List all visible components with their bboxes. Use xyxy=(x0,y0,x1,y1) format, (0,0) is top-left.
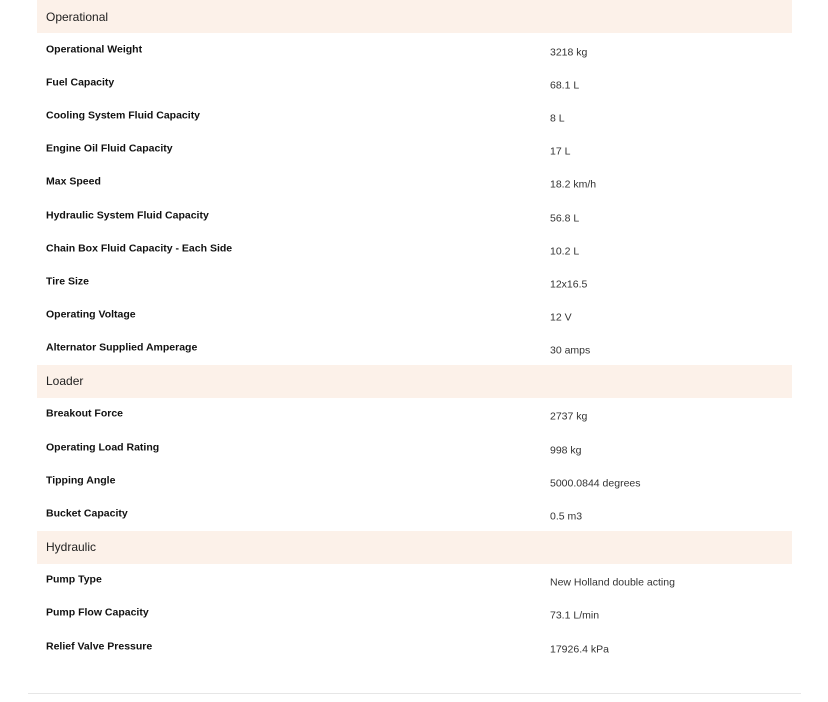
spec-value: 10.2 L xyxy=(550,245,580,258)
spec-label: Fuel Capacity xyxy=(46,76,115,89)
spec-row xyxy=(37,597,792,630)
spec-label: Engine Oil Fluid Capacity xyxy=(46,142,173,155)
spec-row xyxy=(37,398,792,431)
spec-value: 12x16.5 xyxy=(550,278,588,291)
spec-value: 30 amps xyxy=(550,344,591,357)
section-title: Hydraulic xyxy=(46,540,97,555)
spec-value: 5000.0844 degrees xyxy=(550,477,641,490)
spec-label: Tire Size xyxy=(46,275,89,288)
spec-row xyxy=(37,66,792,99)
spec-label: Operating Load Rating xyxy=(46,441,160,454)
spec-row xyxy=(37,299,792,332)
spec-label: Breakout Force xyxy=(46,407,124,420)
spec-label: Relief Valve Pressure xyxy=(46,639,153,652)
spec-value: 12 V xyxy=(550,311,572,324)
spec-row xyxy=(37,99,792,132)
spec-label: Tipping Angle xyxy=(46,474,116,487)
spec-row xyxy=(37,464,792,497)
spec-row xyxy=(37,166,792,199)
spec-row xyxy=(37,33,792,66)
spec-label: Max Speed xyxy=(46,175,101,188)
section-header-operational xyxy=(37,0,792,33)
spec-row xyxy=(37,199,792,232)
spec-value: 68.1 L xyxy=(550,79,580,92)
spec-value: New Holland double acting xyxy=(550,576,675,589)
spec-row xyxy=(37,232,792,265)
spec-value: 2737 kg xyxy=(550,410,588,423)
spec-value: 0.5 m3 xyxy=(550,510,583,523)
spec-value: 8 L xyxy=(550,112,565,125)
spec-value: 56.8 L xyxy=(550,211,580,224)
section-title: Operational xyxy=(46,9,109,24)
spec-value: 17 L xyxy=(550,145,571,158)
spec-value: 17926.4 kPa xyxy=(550,642,609,655)
section-title: Loader xyxy=(46,374,84,389)
spec-table xyxy=(37,0,792,663)
spec-value: 73.1 L/min xyxy=(550,609,600,622)
spec-row xyxy=(37,497,792,530)
spec-label: Alternator Supplied Amperage xyxy=(46,341,198,354)
spec-row xyxy=(37,564,792,597)
spec-label: Operational Weight xyxy=(46,42,143,55)
spec-row xyxy=(37,265,792,298)
spec-value: 18.2 km/h xyxy=(550,178,597,191)
spec-row xyxy=(37,630,792,663)
spec-label: Pump Type xyxy=(46,573,102,586)
bottom-divider xyxy=(28,693,801,694)
spec-value: 3218 kg xyxy=(550,45,588,58)
spec-label: Cooling System Fluid Capacity xyxy=(46,109,201,122)
section-header-hydraulic xyxy=(37,531,792,564)
spec-label: Operating Voltage xyxy=(46,308,136,321)
spec-label: Pump Flow Capacity xyxy=(46,606,149,619)
spec-row xyxy=(37,431,792,464)
section-header-loader xyxy=(37,365,792,398)
spec-row xyxy=(37,332,792,365)
spec-label: Bucket Capacity xyxy=(46,507,128,520)
spec-value: 998 kg xyxy=(550,444,582,457)
spec-row xyxy=(37,133,792,166)
spec-label: Chain Box Fluid Capacity - Each Side xyxy=(46,242,233,255)
spec-label: Hydraulic System Fluid Capacity xyxy=(46,208,209,221)
